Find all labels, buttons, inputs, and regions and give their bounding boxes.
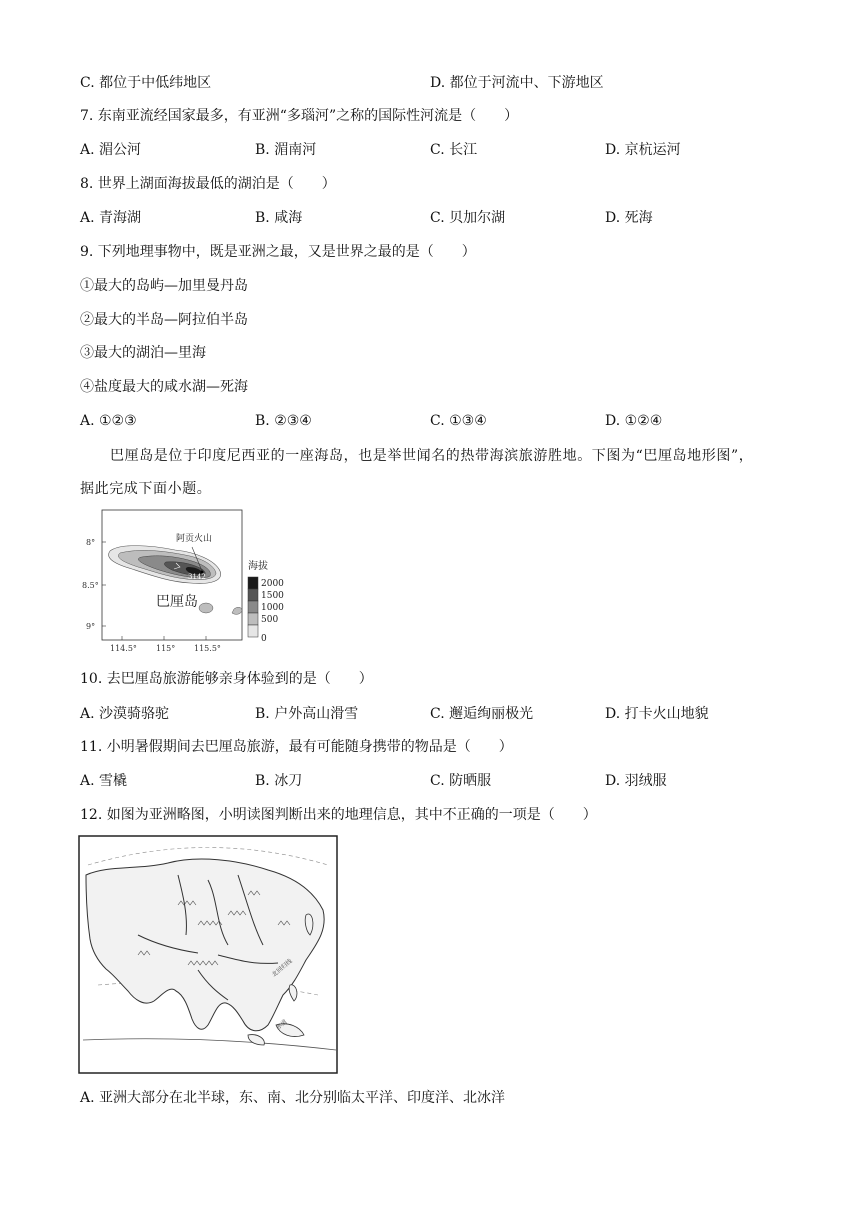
label-tropic-of-cancer: 北回归线 [270, 957, 294, 979]
lon-tick-115: 115° [156, 644, 176, 653]
legend-swatch-500 [248, 613, 258, 625]
asia-sketch-map [78, 835, 338, 1075]
q10-stem: 10. 去巴厘岛旅游能够亲身体验到的是（ ） [80, 671, 373, 687]
volcano-label: 阿贡火山 [176, 534, 213, 544]
q11-option-d: D. 羽绒服 [605, 773, 667, 789]
legend-swatch-0 [248, 625, 258, 637]
legend-swatch-1000 [248, 601, 258, 613]
passage-line-2: 据此完成下面小题。 [80, 481, 212, 497]
q7-option-a: A. 湄公河 [80, 142, 142, 158]
legend-title: 海拔 [248, 561, 268, 572]
q9-option-d: D. ①②④ [605, 413, 663, 429]
legend-swatch-2000 [248, 577, 258, 589]
q7-option-d: D. 京杭运河 [605, 142, 681, 158]
q8-option-a: A. 青海湖 [80, 210, 142, 226]
q9-option-b: B. ②③④ [255, 413, 312, 429]
q11-option-b: B. 冰刀 [255, 773, 303, 789]
legend-value-1500: 1500 [261, 591, 284, 601]
peak-value: 3142 [188, 573, 206, 581]
legend-value-2000: 2000 [261, 579, 284, 589]
q11-option-a: A. 雪橇 [80, 773, 128, 789]
q6-option-c: C. 都位于中低纬地区 [80, 75, 212, 91]
q9-item-2: ②最大的半岛—阿拉伯半岛 [80, 312, 248, 328]
q8-option-b: B. 咸海 [255, 210, 303, 226]
q9-option-c: C. ①③④ [430, 413, 487, 429]
q9-item-1: ①最大的岛屿—加里曼丹岛 [80, 278, 248, 294]
legend-value-500: 500 [261, 615, 279, 625]
q6-option-d: D. 都位于河流中、下游地区 [430, 75, 604, 91]
lon-tick-115-5: 115.5° [194, 644, 221, 653]
legend-value-0: 0 [261, 634, 267, 644]
lat-tick-8: 8° [86, 538, 96, 547]
q11-stem: 11. 小明暑假期间去巴厘岛旅游，最有可能随身携带的物品是（ ） [80, 739, 513, 755]
q10-option-d: D. 打卡火山地貌 [605, 706, 709, 722]
passage-line-1: 巴厘岛是位于印度尼西亚的一座海岛，也是举世闻名的热带海滨旅游胜地。下图为“巴厘岛地形图”， [110, 448, 754, 464]
lat-tick-9: 9° [86, 622, 96, 631]
q8-option-d: D. 死海 [605, 210, 653, 226]
q11-option-c: C. 防晒服 [430, 773, 492, 789]
q9-item-3: ③最大的湖泊—里海 [80, 345, 206, 361]
bali-terrain-map [80, 505, 320, 655]
lat-tick-8-5: 8.5° [82, 581, 99, 590]
q8-option-c: C. 贝加尔湖 [430, 210, 506, 226]
legend-value-1000: 1000 [261, 603, 284, 613]
q7-option-b: B. 湄南河 [255, 142, 317, 158]
q7-stem: 7. 东南亚流经国家最多，有亚洲“多瑙河”之称的国际性河流是（ ） [80, 108, 519, 124]
q10-option-c: C. 邂逅绚丽极光 [430, 706, 534, 722]
q8-stem: 8. 世界上湖面海拔最低的湖泊是（ ） [80, 176, 336, 192]
q9-stem: 9. 下列地理事物中，既是亚洲之最，又是世界之最的是（ ） [80, 244, 476, 260]
q10-option-b: B. 户外高山滑雪 [255, 706, 359, 722]
island-label: 巴厘岛 [156, 594, 198, 610]
label-equator: 赤道 [274, 1018, 289, 1032]
q12-stem: 12. 如图为亚洲略图，小明读图判断出来的地理信息，其中不正确的一项是（ ） [80, 807, 597, 823]
q7-option-c: C. 长江 [430, 142, 478, 158]
q10-option-a: A. 沙漠骑骆驼 [80, 706, 170, 722]
q9-option-a: A. ①②③ [80, 413, 137, 429]
legend-swatch-1500 [248, 589, 258, 601]
q9-item-4: ④盐度最大的咸水湖—死海 [80, 379, 248, 395]
lon-tick-114-5: 114.5° [110, 644, 137, 653]
q12-option-a: A. 亚洲大部分在北半球，东、南、北分别临太平洋、印度洋、北冰洋 [80, 1090, 506, 1106]
